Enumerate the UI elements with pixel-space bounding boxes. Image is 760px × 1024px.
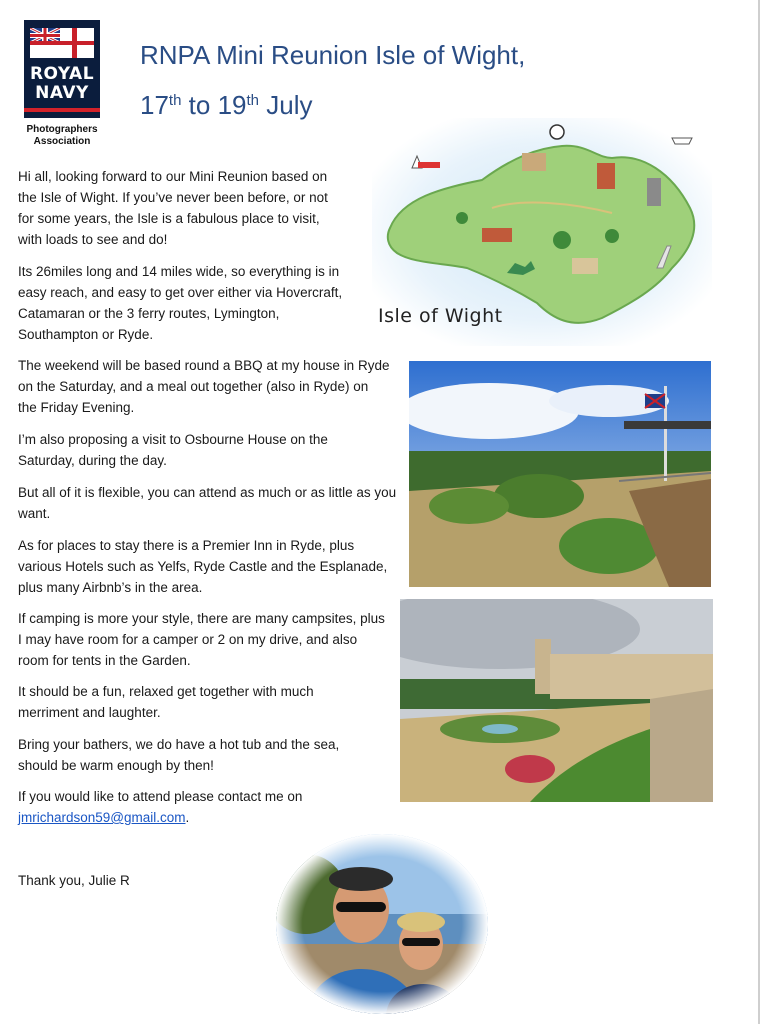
map-label: Isle of Wight: [378, 305, 503, 327]
paragraph-size: Its 26miles long and 14 miles wide, so everything is in easy reach, and easy to get over either via Hovercraft, Catamaran or the 3 ferry routes, Lymington, Southampton or Ryde.: [18, 264, 343, 342]
title-day2: 19: [217, 90, 247, 120]
title-day2-suffix: th: [246, 92, 260, 109]
title-day1: 17: [140, 90, 169, 120]
logo-subtitle-line1: Photographers: [26, 124, 98, 135]
paragraph-weekend: The weekend will be based round a BBQ at my house in Ryde on the Saturday, and a meal out together (also in Ryde) on the Friday Evening.: [18, 358, 390, 415]
garden-deck-image: [409, 361, 711, 587]
paragraph-accommodation: As for places to stay there is a Premier Inn in Ryde, plus various Hotels such as Yelfs, Ryde Castle and the Esplanade, plus many Airbnb’s in the area.: [18, 538, 388, 595]
logo-royal-text: ROYAL: [29, 64, 95, 84]
logo-subtitle-line2: Association: [33, 136, 91, 147]
portrait-image: [276, 834, 488, 1014]
page-title-line1: RNPA Mini Reunion Isle of Wight,: [140, 40, 526, 70]
logo-navy-text: NAVY: [35, 83, 89, 103]
contact-period: .: [185, 810, 190, 825]
logo-badge: [24, 20, 100, 118]
logo-subtitle: [18, 124, 106, 148]
email-link[interactable]: jmrichardson59@gmail.com: [18, 810, 186, 825]
osborne-house-image: [400, 599, 713, 802]
white-ensign-icon: [30, 28, 94, 58]
signoff: Thank you, Julie R: [18, 873, 130, 888]
julie-portrait-photo: [276, 834, 488, 1014]
contact-text: If you would like to attend please contact me on: [18, 789, 303, 804]
paragraph-intro: Hi all, looking forward to our Mini Reunion based on the Isle of Wight. If you’ve never been before, or not for some years, the Isle is a fabulous place to visit, with loads to see and do!: [18, 169, 328, 247]
garden-deck-photo: [409, 361, 711, 587]
paragraph-contact: [18, 786, 348, 828]
paragraph-fun: It should be a fun, relaxed get together with much merriment and laughter.: [18, 684, 314, 720]
title-to: to: [181, 90, 218, 120]
logo-red-band: [24, 108, 100, 112]
paragraph-camping: If camping is more your style, there are many campsites, plus I may have room for a camper or 2 on my drive, and also room for tents in the Garden.: [18, 611, 385, 668]
osborne-house-photo: [400, 599, 713, 802]
paragraph-bathers: Bring your bathers, we do have a hot tub and the sea, should be warm enough by then!: [18, 737, 340, 773]
title-month: July: [259, 90, 313, 120]
paragraph-flexible: But all of it is flexible, you can attend as much or as little as you want.: [18, 485, 397, 521]
paragraph-osbourne: I’m also proposing a visit to Osbourne House on the Saturday, during the day.: [18, 432, 328, 468]
title-day1-suffix: th: [168, 92, 182, 109]
page-title-line2: [140, 90, 312, 121]
